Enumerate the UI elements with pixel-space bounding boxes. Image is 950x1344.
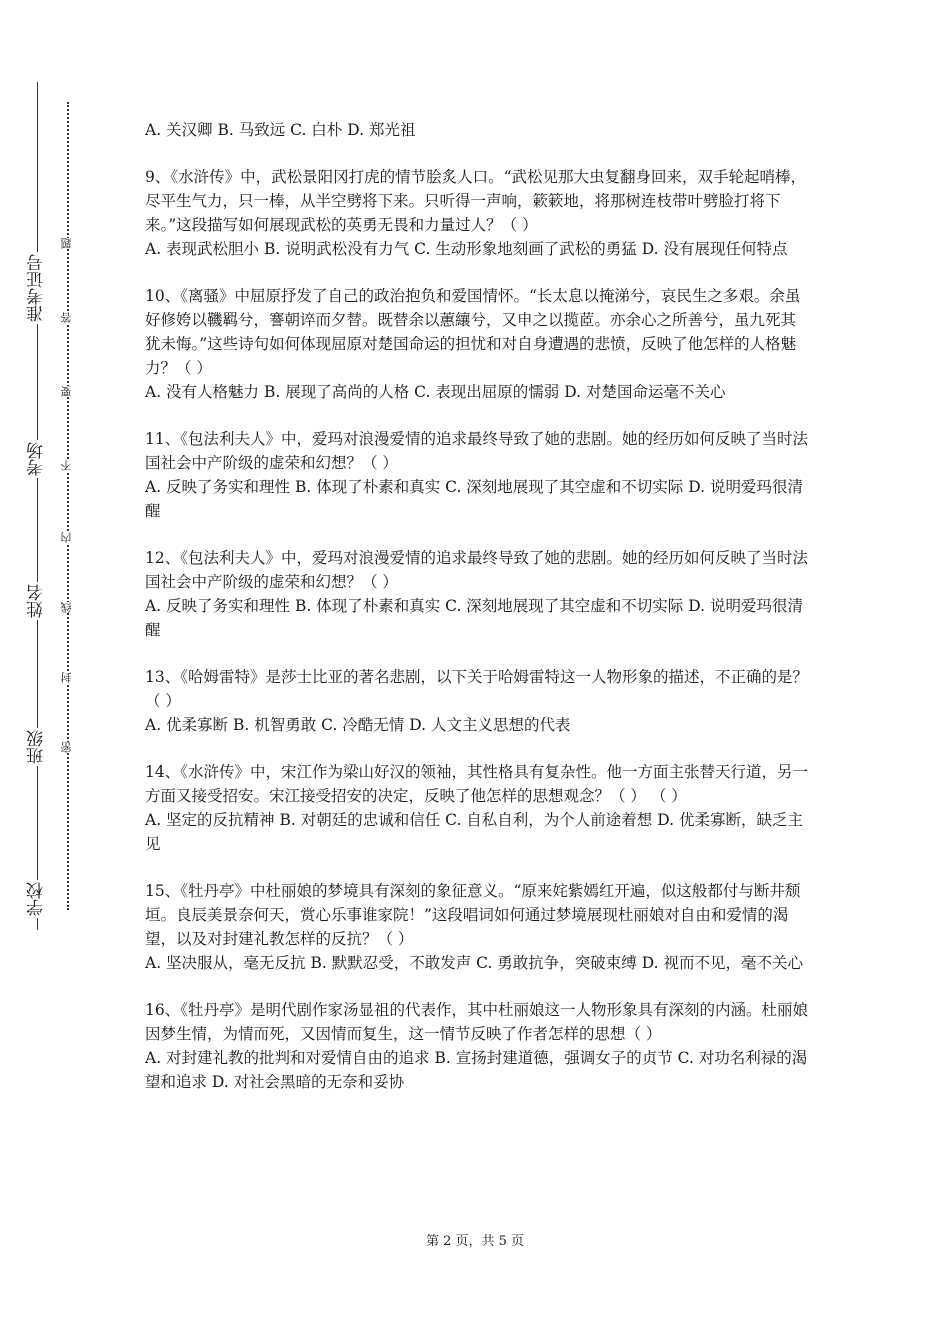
seal-char: 要 (60, 386, 73, 397)
exam-number-field-label: 准考证号 (22, 252, 52, 324)
question-options: A. 优柔寡断 B. 机智勇敢 C. 冷酷无情 D. 人文主义思想的代表 (145, 716, 571, 734)
question-options: A. 表现武松胆小 B. 说明武松没有力气 C. 生动形象地刻画了武松的勇猛 D. 没有展现任何特点 (145, 240, 788, 258)
question-stem: 14、《水浒传》中，宋江作为梁山好汉的领袖，其性格具有复杂性。他一方面主张替天行道，另一方面又接受招安。宋江接受招安的决定，反映了他怎样的思想观念？（ ） （ ） (145, 763, 808, 805)
page-number: 第 2 页，共 5 页 (425, 1234, 525, 1249)
question-stem: 11、《包法利夫人》中，爱玛对浪漫爱情的追求最终导致了她的悲剧。她的经历如何反映了当时法国社会中产阶级的虚荣和幻想？（ ） (145, 430, 808, 472)
seal-char: 题 (60, 238, 73, 249)
question-options: A. 坚定的反抗精神 B. 对朝廷的忠诚和信任 C. 自私自利，为个人前途着想 D. 优柔寡断，缺乏主见 (145, 811, 803, 853)
seal-char: 内 (60, 532, 73, 543)
question-stem: 12、《包法利夫人》中，爱玛对浪漫爱情的追求最终导致了她的悲剧。她的经历如何反映了当时法国社会中产阶级的虚荣和幻想？（ ） (145, 549, 808, 591)
question-item (145, 760, 810, 856)
question-list (145, 118, 810, 1117)
seal-char: 不 (60, 460, 73, 471)
question-8-options-block (145, 118, 810, 142)
question-item (145, 546, 810, 642)
question-options: A. 没有人格魅力 B. 展现了高尚的人格 C. 表现出屈原的懦弱 D. 对楚国命运毫不关心 (145, 383, 726, 401)
question-stem: 13、《哈姆雷特》是莎士比亚的著名悲剧，以下关于哈姆雷特这一人物形象的描述，不正确的是？（ ） (145, 668, 808, 710)
question-item (145, 665, 810, 737)
question-stem: 9、《水浒传》中，武松景阳冈打虎的情节脍炙人口。“武松见那大虫复翻身回来，双手轮起哨棒，尽平生气力，只一棒，从半空劈将下来。只听得一声响，簌簌地，将那树连枝带叶劈脸打将下来。”这段描写如何展现武松的英勇无畏和力量过人？（ ） (145, 168, 807, 234)
binding-margin (0, 0, 110, 1344)
class-field-label: 班级 (22, 728, 52, 766)
seal-char: 密 (60, 742, 73, 753)
question-options: A. 关汉卿 B. 马致远 C. 白朴 D. 郑光祖 (145, 121, 416, 139)
question-item (145, 427, 810, 523)
question-stem: 16、《牡丹亭》是明代剧作家汤显祖的代表作，其中杜丽娘这一人物形象具有深刻的内涵。杜丽娘因梦生情，为情而死，又因情而复生，这一情节反映了作者怎样的思想（ ） (145, 1001, 808, 1043)
school-field-label: 学校 (22, 880, 52, 918)
question-item (145, 879, 810, 975)
question-options: A. 坚决服从，毫无反抗 B. 默默忍受，不敢发声 C. 勇敢抗争，突破束缚 D. 视而不见，毫不关心 (145, 954, 803, 972)
question-options: A. 反映了务实和理性 B. 体现了朴素和真实 C. 深刻地展现了其空虚和不切实际 D. 说明爱玛很清醒 (145, 478, 803, 520)
seal-line (67, 102, 69, 910)
seal-char: 线 (60, 602, 73, 613)
binding-line (37, 82, 38, 930)
question-options: A. 对封建礼教的批判和对爱情自由的追求 B. 宣扬封建道德，强调女子的贞节 C. 对功名利禄的渴望和追求 D. 对社会黑暗的无奈和妥协 (145, 1049, 808, 1091)
question-stem: 15、《牡丹亭》中杜丽娘的梦境具有深刻的象征意义。“原来姹紫嫣红开遍，似这般都付与断井颓垣。良辰美景奈何天，赏心乐事谁家院！”这段唱词如何通过梦境展现杜丽娘对自由和爱情的渴望，以及对封建礼教怎样的反抗？（ ） (145, 882, 801, 948)
question-options: A. 反映了务实和理性 B. 体现了朴素和真实 C. 深刻地展现了其空虚和不切实际 D. 说明爱玛很清醒 (145, 597, 803, 639)
seal-char: 封 (60, 672, 73, 683)
question-item (145, 998, 810, 1094)
seal-char: 答 (60, 312, 73, 323)
question-item (145, 284, 810, 404)
question-item (145, 165, 810, 261)
question-stem: 10、《离骚》中屈原抒发了自己的政治抱负和爱国情怀。“长太息以掩涕兮，哀民生之多艰。余虽好修姱以鞿羁兮，謇朝谇而夕替。既替余以蕙纕兮，又申之以揽茝。亦余心之所善兮，虽九死其犹未悔。”这些诗句如何体现屈原对楚国命运的担忧和对自身遭遇的悲愤，反映了他怎样的人格魅力？（ ） (145, 287, 801, 377)
exam-room-field-label: 考场 (22, 440, 52, 478)
name-field-label: 姓名 (22, 582, 52, 620)
